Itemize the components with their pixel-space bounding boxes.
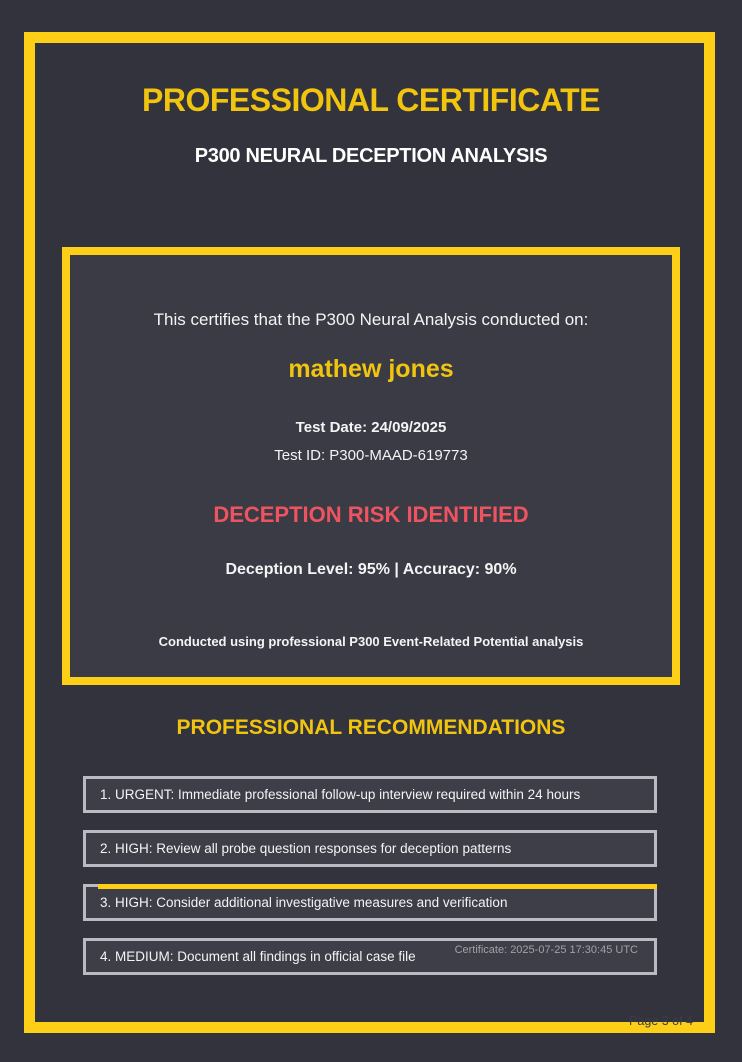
recommendation-item-2 — [83, 830, 657, 867]
analysis-method: Conducted using professional P300 Event-Related Potential analysis — [158, 634, 584, 649]
recommendations-title: PROFESSIONAL RECOMMENDATIONS — [176, 716, 566, 739]
recommendation-item-4 — [83, 938, 657, 975]
certificate-timestamp: Certificate: 2025-07-25 17:30:45 UTC — [454, 944, 638, 956]
page-indicator: Page 3 of 4 — [629, 1014, 693, 1028]
certificate-subtitle: P300 NEURAL DECEPTION ANALYSIS — [194, 145, 548, 167]
test-id: Test ID: P300-MAAD-619773 — [274, 447, 468, 464]
recommendation-text-1: 1. URGENT: Immediate professional follow-up interview required within 24 hours — [100, 787, 581, 802]
yellow-accent-strip — [98, 884, 657, 889]
recommendation-text-4: 4. MEDIUM: Document all findings in official case file — [100, 949, 416, 964]
certificate-details-box — [62, 247, 680, 685]
subject-name: mathew jones — [288, 355, 454, 383]
deception-risk-status: DECEPTION RISK IDENTIFIED — [213, 502, 529, 527]
certificate-title: PROFESSIONAL CERTIFICATE — [142, 82, 600, 118]
recommendation-text-3: 3. HIGH: Consider additional investigative measures and verification — [100, 895, 508, 910]
recommendation-text-2: 2. HIGH: Review all probe question responses for deception patterns — [100, 841, 512, 856]
recommendation-item-3 — [83, 884, 657, 921]
test-date: Test Date: 24/09/2025 — [295, 419, 447, 436]
certifies-text: This certifies that the P300 Neural Analysis conducted on: — [153, 310, 589, 329]
recommendation-item-1 — [83, 776, 657, 813]
deception-metrics: Deception Level: 95% | Accuracy: 90% — [225, 561, 517, 578]
